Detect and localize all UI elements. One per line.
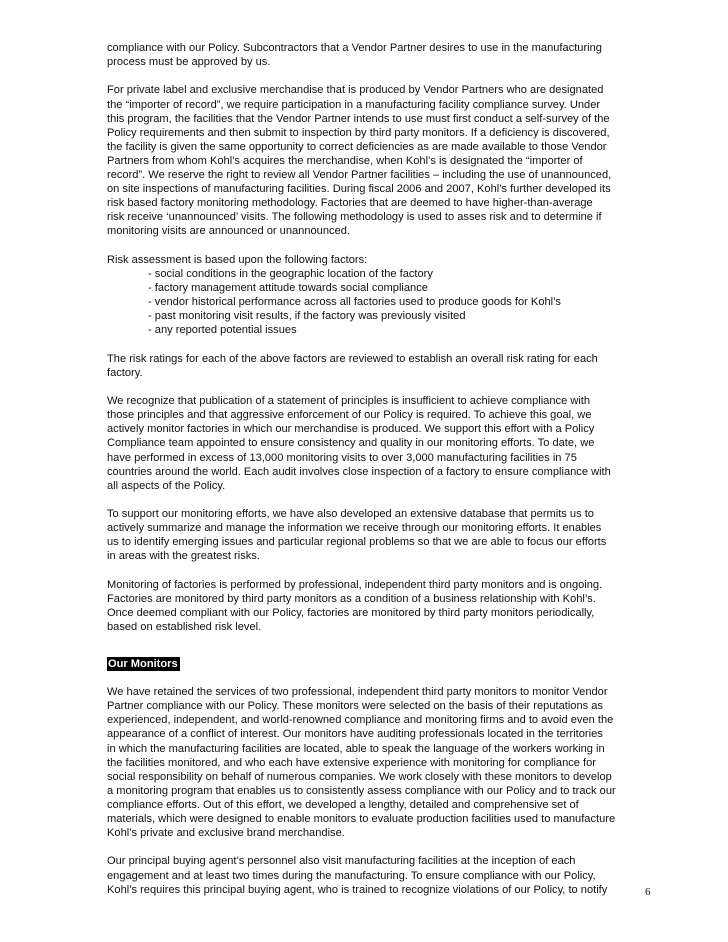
text-line: a monitoring program that enables us to consistently assess compliance with our Policy and to track our [107,784,616,797]
text-line: Policy requirements and then submit to inspection by third party monitors. If a deficiency is discovered, [107,126,610,139]
text-line: risk receive ‘unannounced’ visits. The following methodology is used to asses risk and to determine if [107,211,602,224]
risk-factor-item: - past monitoring visit results, if the factory was previously visited [148,310,466,323]
text-line: Partner compliance with our Policy. These monitors were selected on the basis of their reputations as [107,700,603,713]
text-line: monitoring visits are announced or unannounced. [107,225,350,238]
text-line: We recognize that publication of a statement of principles is insufficient to achieve compliance with [107,395,591,408]
risk-list-intro: Risk assessment is based upon the following factors: [107,253,368,266]
text-line: experienced, independent, and world-renowned compliance and monitoring firms and to avoid even the [107,714,614,727]
text-line: Partners from whom Kohl’s acquires the merchandise, when Kohl’s is designated the “importer of [107,154,583,167]
text-line: Factories are monitored by third party monitors as a condition of a business relationship with Kohl’s. [107,592,596,605]
page-number: 6 [645,886,651,898]
document-body [107,41,655,911]
paragraph-buying-agent [107,854,655,896]
text-line: We have retained the services of two professional, independent third party monitors to monitor Vendor [107,686,608,699]
paragraph-database [107,507,655,563]
text-line: Our principal buying agent’s personnel also visit manufacturing facilities at the inception of each [107,855,576,868]
text-line: materials, which were designed to enable monitors to evaluate production facilities used to manufacture [107,813,616,825]
text-line: For private label and exclusive merchandise that is produced by Vendor Partners who are designated [107,84,604,97]
text-line: the facility is given the same opportunity to correct deficiencies as are made available to those Vendor [107,140,607,153]
text-line: have performed in excess of 13,000 monitoring visits to over 3,000 manufacturing facilities in 75 [107,451,577,464]
paragraph-risk-ratings [107,352,655,380]
text-line: in areas with the greatest risks. [107,550,260,563]
paragraph-subcontractors [107,41,655,69]
risk-factor-item: - any reported potential issues [148,324,297,337]
text-line: Compliance team appointed to ensure consistency and quality in our monitoring efforts. To date, we [107,437,595,450]
text-line: record”. We reserve the right to review all Vendor Partner facilities – including the use of unannounced, [107,169,612,182]
risk-factor-item: - social conditions in the geographic location of the factory [148,267,433,280]
text-line: compliance efforts. Out of this effort, we developed a lengthy, detailed and comprehensive set of [107,798,579,811]
text-line: on site inspections of manufacturing facilities. During fiscal 2006 and 2007, Kohl’s further developed its [107,183,611,196]
risk-factor-item: - factory management attitude towards social compliance [148,282,428,294]
text-line: appearance of a conflict of interest. Our monitors have auditing professionals located in the territories [107,728,603,741]
text-line: actively monitor factories in which our merchandise is produced. We support this effort with a Policy [107,423,595,436]
text-line: those principles and that aggressive enforcement of our Policy is required. To achieve this goal, we [107,409,592,422]
paragraph-retained-monitors [107,685,655,840]
text-line: us to identify emerging issues and particular regional problems so that we are able to focus our efforts [107,536,607,549]
text-line: The risk ratings for each of the above factors are reviewed to establish an overall risk rating for each [107,352,598,365]
text-line: To support our monitoring efforts, we have also developed an extensive database that permits us to [107,508,594,521]
paragraph-third-party-monitoring [107,578,655,634]
text-line: risk based factory monitoring methodology. Factories that are deemed to have higher-than-average [107,197,593,210]
text-line: social responsibility on behalf of numerous companies. We work closely with these monitors to develop [107,770,612,783]
risk-assessment-list [107,253,655,338]
text-line: in which the manufacturing facilities are located, able to speak the language of the workers working in [107,742,605,755]
text-line: engagement and at least two times during the manufacturing. To ensure compliance with our Policy, [107,869,596,882]
text-line: Kohl’s private and exclusive brand merchandise. [107,827,345,840]
text-line: Kohl’s requires this principal buying agent, who is trained to recognize violations of our Policy, to notify [107,883,608,896]
section-heading-our-monitors: Our Monitors [108,658,178,671]
text-line: Monitoring of factories is performed by professional, independent third party monitors and is ongoing. [107,578,603,591]
text-line: actively summarize and manage the information we receive through our monitoring efforts. It enables [107,522,602,535]
section-heading-wrapper [107,654,655,672]
text-line: this program, the facilities that the Vendor Partner intends to use must first conduct a self-survey of the [107,112,610,125]
text-line: based on established risk level. [107,621,262,634]
paragraph-importer-of-record [107,83,655,238]
text-line: the “importer of record”, we require participation in a manufacturing facility compliance survey. Under [107,98,601,111]
paragraph-enforcement [107,394,655,493]
text-line: process must be approved by us. [107,56,271,69]
text-line: Once deemed compliant with our Policy, factories are monitored by third party monitors periodically, [107,606,595,619]
text-line: factory. [107,366,143,379]
risk-factor-item: - vendor historical performance across all factories used to produce goods for Kohl’s [148,296,561,309]
text-line: all aspects of the Policy. [107,479,226,492]
text-line: the facilities monitored, and who each have extensive experience with monitoring for compliance for [107,756,597,769]
text-line: compliance with our Policy. Subcontractors that a Vendor Partner desires to use in the manufacturing [107,42,602,54]
text-line: countries around the world. Each audit involves close inspection of a factory to ensure compliance with [107,465,611,478]
